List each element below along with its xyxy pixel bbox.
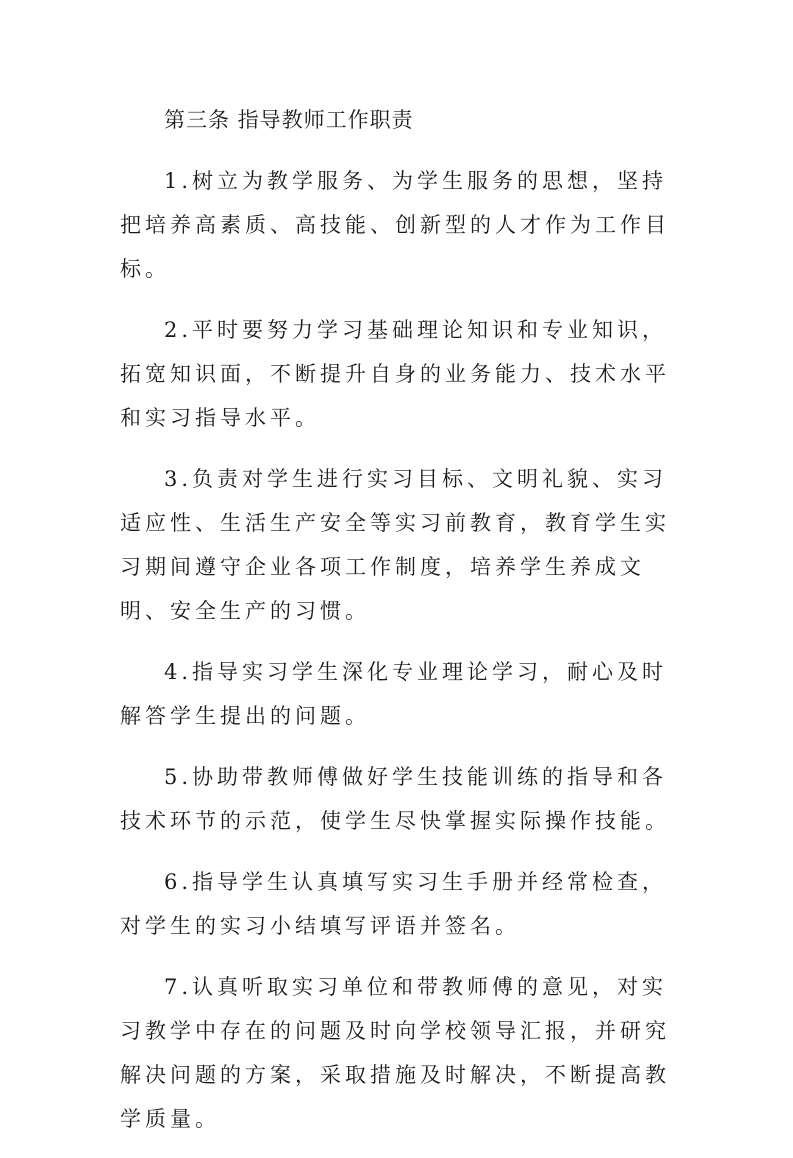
duty-item-1: 1.树立为教学服务、为学生服务的思想，坚持把培养高素质、高技能、创新型的人才作为工作目标。	[120, 169, 670, 281]
article-heading: 第三条 指导教师工作职责	[164, 108, 414, 132]
document-body	[120, 98, 672, 1158]
duty-item-4: 4.指导实习学生深化专业理论学习，耐心及时解答学生提出的问题。	[120, 660, 668, 728]
duty-item-3: 3.负责对学生进行实习目标、文明礼貌、实习适应性、生活生产安全等实习前教育，教育学生实习期间遵守企业各项工作制度，培养学生养成文明、安全生产的习惯。	[120, 467, 670, 623]
duty-item-6: 6.指导学生认真填写实习生手册并经常检查，对学生的实习小结填写评语并签名。	[120, 870, 668, 938]
duty-item-5: 5.协助带教师傅做好学生技能训练的指导和各技术环节的示范，使学生尽快掌握实际操作技能。	[120, 765, 670, 833]
duty-item-7: 7.认真听取实习单位和带教师傅的意见，对实习教学中存在的问题及时向学校领导汇报，并研究解决问题的方案，采取措施及时解决，不断提高教学质量。	[120, 975, 670, 1131]
duty-item-2: 2.平时要努力学习基础理论知识和专业知识，拓宽知识面，不断提升自身的业务能力、技术水平和实习指导水平。	[120, 318, 670, 430]
